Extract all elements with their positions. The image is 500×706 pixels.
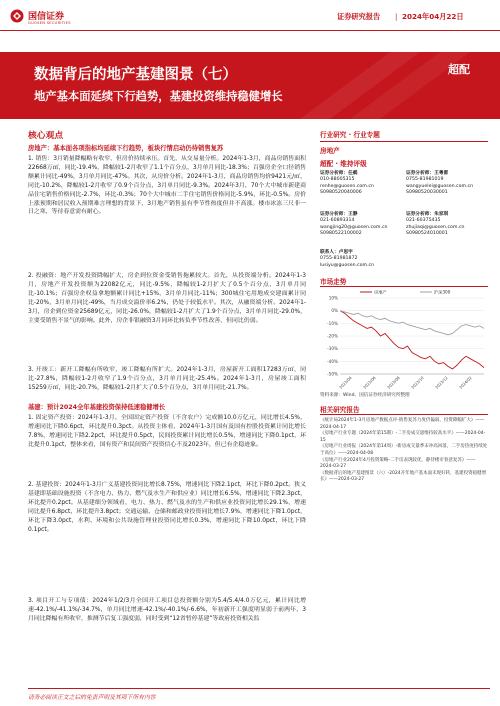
- related-reports-list: [320, 418, 488, 484]
- analyst-card: [406, 212, 490, 237]
- logo-text-cn: 国信证券: [28, 12, 65, 22]
- report-type: 证券研究报告: [337, 12, 381, 21]
- paragraph-investment: 2. 投融资：地产开发投资降幅扩大，房企到位资金受销售拖累较大。首先，从投资端分析。2024年1-3月，房地产开发投资额为22082亿元，同比-9.5%，降幅较1-2月扩大了0.5个百分点，3月单月同比-10.1%；百强房企权益拿地额累计同比+15%，3月单月同比-11%；300城住宅用地成交建面累计同比-20%，3月单月同比-49%，当月成交溢价率6.2%，仍处于较低水平。其次，从融资端分析。2024年1-3月，房企到位资金25689亿元，同比-26.0%，降幅较1-2月扩大了1.9个百分点，3月单月同比-29.0%，主要受销售不景气的影响。此外，房企非银融资3月同环比转负季节性改善，但同比仍弱。: [28, 273, 306, 324]
- analyst-card: [320, 171, 404, 196]
- analyst-email[interactable]: wangyuelei@guosen.com.cn: [406, 183, 474, 189]
- related-report-item[interactable]: 《房地产行业专题（2024年第15期）-二手房成交量维持较高水平》——2024-04-15: [320, 431, 486, 443]
- related-reports-divider: [320, 414, 488, 415]
- analyst-name: 证券分析师：王静: [320, 212, 358, 217]
- contact-email[interactable]: lusiyu@guosen.com.cn: [320, 262, 375, 268]
- chart-grid: [327, 296, 484, 390]
- title-banner: [0, 52, 500, 119]
- rating-tag: 超配: [448, 63, 470, 76]
- analyst-cert: S0980520040006: [320, 189, 362, 195]
- footer-disclaimer: 请务必阅读正文之后的免责声明及其项下所有内容: [28, 695, 156, 701]
- paragraph-fixed-asset: 1. 固定资产投资：2024年1-3月，全国固定资产投资（不含农户）完成额10.0万亿元，同比增长4.5%，增速同比下降0.6pct，环比提升0.3pct。从投资主体看，2024年1-3月国有及国有控股投资累计同比增长7.8%，增速同比下降2.2pct，环比提升0.5pct，民间投资累计同比增长0.5%，增速同比下降0.1pct，环比提升0.1pct，整体来看，国有资产和民间资产投资信心不及2023年，但已有企稳迹象。: [28, 415, 306, 448]
- header-separator: |: [395, 13, 398, 21]
- analyst-name: 证券分析师：朱家琪: [406, 212, 449, 217]
- paragraph-construction: 3. 开竣工：新开工降幅有所收窄，竣工降幅有所扩大。2024年1-3月，房屋新开工面积17283万㎡，同比-27.8%，降幅较1-2月收窄了1.9个百分点，3月单月同比-25.4%。2024年1-3月，房屋竣工面积15259万㎡，同比-20.7%，降幅较1-2月扩大了0.5个百分点，3月单月同比-21.7%。: [28, 367, 306, 391]
- y-tick-label: -40%: [327, 358, 338, 364]
- section-title: 核心观点: [28, 131, 64, 141]
- market-trend-divider: [320, 286, 488, 287]
- contact-name: 联系人：卢思宇: [320, 250, 353, 255]
- sidebar-meta: [320, 129, 488, 168]
- series-line-0: [340, 311, 484, 369]
- contact-tel: 0755-81981872: [320, 256, 358, 262]
- analyst-tel: 021-60375435: [406, 218, 441, 224]
- related-report-item[interactable]: 《统计局2024年1-3月房地产数据点评-销售复苏力度仍偏弱，投资降幅扩大》——2024-04-17: [320, 418, 485, 430]
- y-tick-label: -30%: [327, 346, 338, 352]
- paragraph-project-bonds: 3. 项目开工与专项债：2024年1/2/3月全国开工项目总投资额分别为5.4/5.4/4.0万亿元，累计同比增速-42.1%/-41.1%/-34.7%，单月同比增速-42.1%/-40.1%/-6.6%，年初新开工强度明显弱于前两年，3月同比降幅有所收窄，推测节后复工强度弱，同时受到“12省暂停基建”等政府投资相关监: [28, 598, 306, 622]
- analyst-cert: S0980522100002: [320, 230, 362, 236]
- analyst-card: [406, 171, 490, 196]
- market-trend-title: 市场走势: [320, 278, 347, 286]
- analyst-tel: 010-88005315: [320, 177, 355, 183]
- market-trend-chart: [320, 288, 488, 390]
- y-tick-label: -50%: [327, 371, 338, 377]
- contact-card: [320, 250, 404, 269]
- related-reports-title: 相关研究报告: [320, 406, 360, 414]
- x-tick-label: 2023/12: [434, 375, 449, 390]
- analyst-cert: S0980520030001: [406, 189, 448, 195]
- analyst-cert: S0980524010001: [406, 230, 448, 236]
- paragraph-sales: 1. 销售：3月销量降幅略有收窄，但房价持续承压。首先，从交易量分析。2024年1-3月，商品房销售面积22668万㎡，同比-19.4%，降幅较1-2月收窄了1.1个百分点，3月单月同比-18.3%；百强房企全口径销售额累计同比-49%，3月单月同比-47%。其次，从房价分析。2024年1-3月，商品房销售均价9421元/㎡，同比-10.2%，降幅较1-2月收窄了0.9个百分点，3月单月同比-9.3%。2024年3月，70个大中城市新建商品住宅销售价格同比-2.7%，环比-0.3%；70个大中城市二手住宅销售价格同比-5.9%，环比-0.5%。房价上涨预期和居民收入预期难言理想的背景下，3月地产销售虽有季节性热度但并不高涨。楼市冰冻三尺非一日之寒，等待春意需有耐心。: [28, 156, 306, 216]
- analyst-email[interactable]: renhe@guosen.com.cn: [320, 183, 374, 189]
- industry-rating: 超配 · 维持评级: [320, 160, 367, 168]
- y-tick-label: -20%: [327, 333, 338, 339]
- x-tick-label: 2024/02: [458, 375, 473, 390]
- related-report-item[interactable]: 《房地产行业周报（2024年第14周）-新房成交量季末冲高回落，二手房热度持续处于高位》——2024-04-08: [320, 444, 488, 456]
- analyst-tel: 021-60893314: [320, 218, 355, 224]
- footer-divider: [28, 688, 490, 689]
- analyst-name: 证券分析师：王粤雷: [406, 171, 449, 176]
- page-header: [0, 0, 500, 40]
- y-tick-label: 0%: [331, 308, 338, 314]
- chart-source: 资料来源：Wind、国信证券经济研究所整理: [320, 393, 410, 398]
- report-subtitle: 地产基本面延续下行趋势，基建投资维持稳健增长: [34, 90, 283, 103]
- subhead-real-estate: 房地产：基本面各项指标均延续下行趋势，板块行情启动仍待销售复苏: [28, 145, 224, 152]
- series-line-1: [340, 311, 484, 335]
- sidebar-divider: [320, 141, 488, 142]
- related-report-item[interactable]: 《房地产行业2024年4月投资策略-二手房表现较优，静待楼市春意复苏》——2024-03-27: [320, 457, 476, 470]
- x-tick-label: 2023/08: [386, 375, 401, 390]
- analyst-name: 证券分析师：任鹤: [320, 171, 358, 176]
- legend-label: 房地产: [374, 289, 387, 295]
- industry-name: 房地产: [320, 147, 340, 155]
- report-title: 数据背后的地产基建图景（七）: [34, 67, 237, 83]
- report-date: 2024年04月22日: [402, 12, 464, 21]
- y-tick-label: -10%: [327, 320, 338, 326]
- analyst-card: [320, 212, 404, 237]
- y-tick-label: 10%: [328, 295, 338, 301]
- legend-label: 沪深300: [434, 289, 451, 295]
- logo-text-en: GUOSEN SECURITIES: [28, 21, 71, 25]
- x-tick-label: 2023/10: [410, 375, 425, 390]
- guosen-logo-icon: [10, 9, 24, 23]
- x-tick-label: 2023/04: [338, 375, 353, 390]
- report-category: 行业研究 · 行业专题: [320, 131, 380, 139]
- subhead-infrastructure: 基建：预计2024全年基建投资保持低速稳健增长: [28, 404, 166, 411]
- analyst-tel: 0755-81981019: [406, 177, 444, 183]
- chart-lines: [340, 311, 484, 369]
- header-divider: [0, 30, 500, 31]
- chart-legend: [360, 289, 451, 296]
- paragraph-infra-investment: 2. 基建投资：2024年1-3月广义基建投资同比增长8.75%，增速同比下降2.1pct，环比下降0.2pct。狭义基建即基础设施投资（不含电力、热力、燃气及水生产和供应业）同比增长6.5%，增速同比下降2.3pct，环比提升0.2pct。从基建细分领域看，电力、热力、燃气及水的生产和供应业投资同比增长29.1%，增速同比提升6.8pct，环比提升3.8pct；交通运输、仓储和邮政业投资同比增长7.9%，增速同比下降1.0pct，环比下降3.0pct，水利、环境和公共设施管理业投资同比增长0.3%，增速同比下降10.0pct，环比下降0.1pct。: [28, 482, 306, 533]
- analyst-email[interactable]: wangjing20@guosen.com.cn: [320, 224, 388, 230]
- related-report-item[interactable]: 《数据背后的地产基建图景（六）-2024开年地产基本面未现好转，基建投资稳健增长》——2024-03-27: [320, 470, 487, 483]
- x-tick-label: 2023/06: [362, 375, 377, 390]
- analyst-email[interactable]: zhujiaqi@guosen.com.cn: [406, 224, 465, 230]
